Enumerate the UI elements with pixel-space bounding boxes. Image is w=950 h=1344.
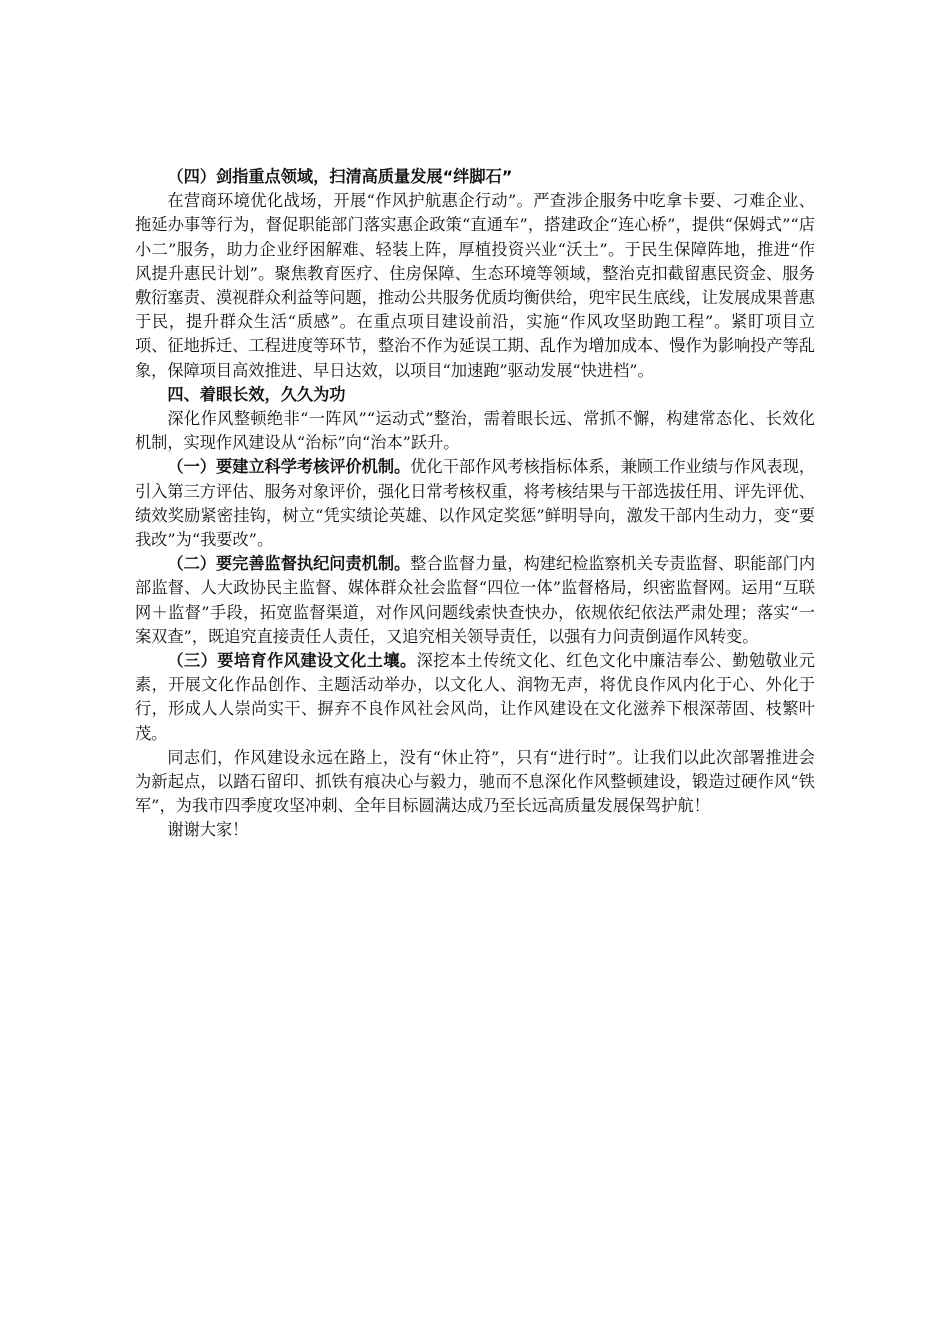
- part4-heading: 四、着眼长效，久久为功: [167, 384, 346, 404]
- item1-body: 优化干部作风考核指标体系，兼顾工作业绩与作风表现，引入第三方评估、服务对象评价，强化日常考核权重，将考核结果与干部选拔任用、评先评优、绩效奖励紧密挂钩，树立“凭实绩论英雄、以作风定奖惩”鲜明导向，激发干部内生动力，变“要我改”为“我要改”。: [135, 457, 816, 550]
- item3-body: 深挖本土传统文化、红色文化中廉洁奉公、勤勉敬业元素，开展文化作品创作、主题活动举办，以文化人、润物无声，将优良作风内化于心、外化于行，形成人人崇尚实干、摒弃不良作风社会风尚，让作风建设在文化滋养下根深蒂固、枝繁叶茂。: [135, 651, 816, 743]
- closing-paragraph: 同志们，作风建设永远在路上，没有“休止符”，只有“进行时”。让我们以此次部署推进会为新起点，以踏石留印、抓铁有痕决心与毅力，驰而不息深化作风整顿建设，锻造过硬作风“铁军”，为我市四季度攻坚冲刺、全年目标圆满达成乃至长远高质量发展保驾护航！: [135, 747, 815, 816]
- part4-intro: 深化作风整顿绝非“一阵风”“运动式”整治，需着眼长远、常抓不懈，构建常态化、长效化机制，实现作风建设从“治标”向“治本”跃升。: [135, 409, 815, 453]
- item3-lead: （三）要培育作风建设文化土壤。: [167, 651, 417, 671]
- section4-sub4-heading: （四）剑指重点领域，扫清高质量发展“绊脚石”: [167, 167, 513, 186]
- item2-paragraph: [135, 552, 815, 649]
- section4-sub4-body: 在营商环境优化战场，开展“作风护航惠企行动”。严查涉企服务中吃拿卡要、刁难企业、拖延办事等行为，督促职能部门落实惠企政策“直通车”，搭建政企“连心桥”，提供“保姆式”“店小二”服务，助力企业纾困解难、轻装上阵，厚植投资兴业“沃土”。于民生保障阵地，推进“作风提升惠民计划”。聚焦教育医疗、住房保障、生态环境等领域，整治克扣截留惠民资金、服务敷衍塞责、漠视群众利益等问题，推动公共服务优质均衡供给，兜牢民生底线，让发展成果普惠于民，提升群众生活“质感”。在重点项目建设前沿，实施“作风攻坚助跑工程”。紧盯项目立项、征地拆迁、工程进度等环节，整治不作为延误工期、乱作为增加成本、慢作为影响投产等乱象，保障项目高效推进、早日达效，以项目“加速跑”驱动发展“快进档”。: [135, 191, 815, 380]
- item1-paragraph: [135, 455, 815, 552]
- item2-lead: （二）要完善监督执纪问责机制。: [167, 554, 411, 574]
- document-page: [135, 165, 815, 843]
- item2-body: 整合监督力量，构建纪检监察机关专责监督、职能部门内部监督、人大政协民主监督、媒体群众社会监督“四位一体”监督格局，织密监督网。运用“互联网＋监督”手段，拓宽监督渠道，对作风问题线索快查快办，依规依纪依法严肃处理；落实“一案双查”，既追究直接责任人责任，又追究相关领导责任，以强有力问责倒逼作风转变。: [135, 554, 816, 646]
- item3-paragraph: [135, 649, 815, 746]
- item1-lead: （一）要建立科学考核评价机制。: [167, 457, 411, 477]
- thanks-line: 谢谢大家！: [167, 820, 249, 840]
